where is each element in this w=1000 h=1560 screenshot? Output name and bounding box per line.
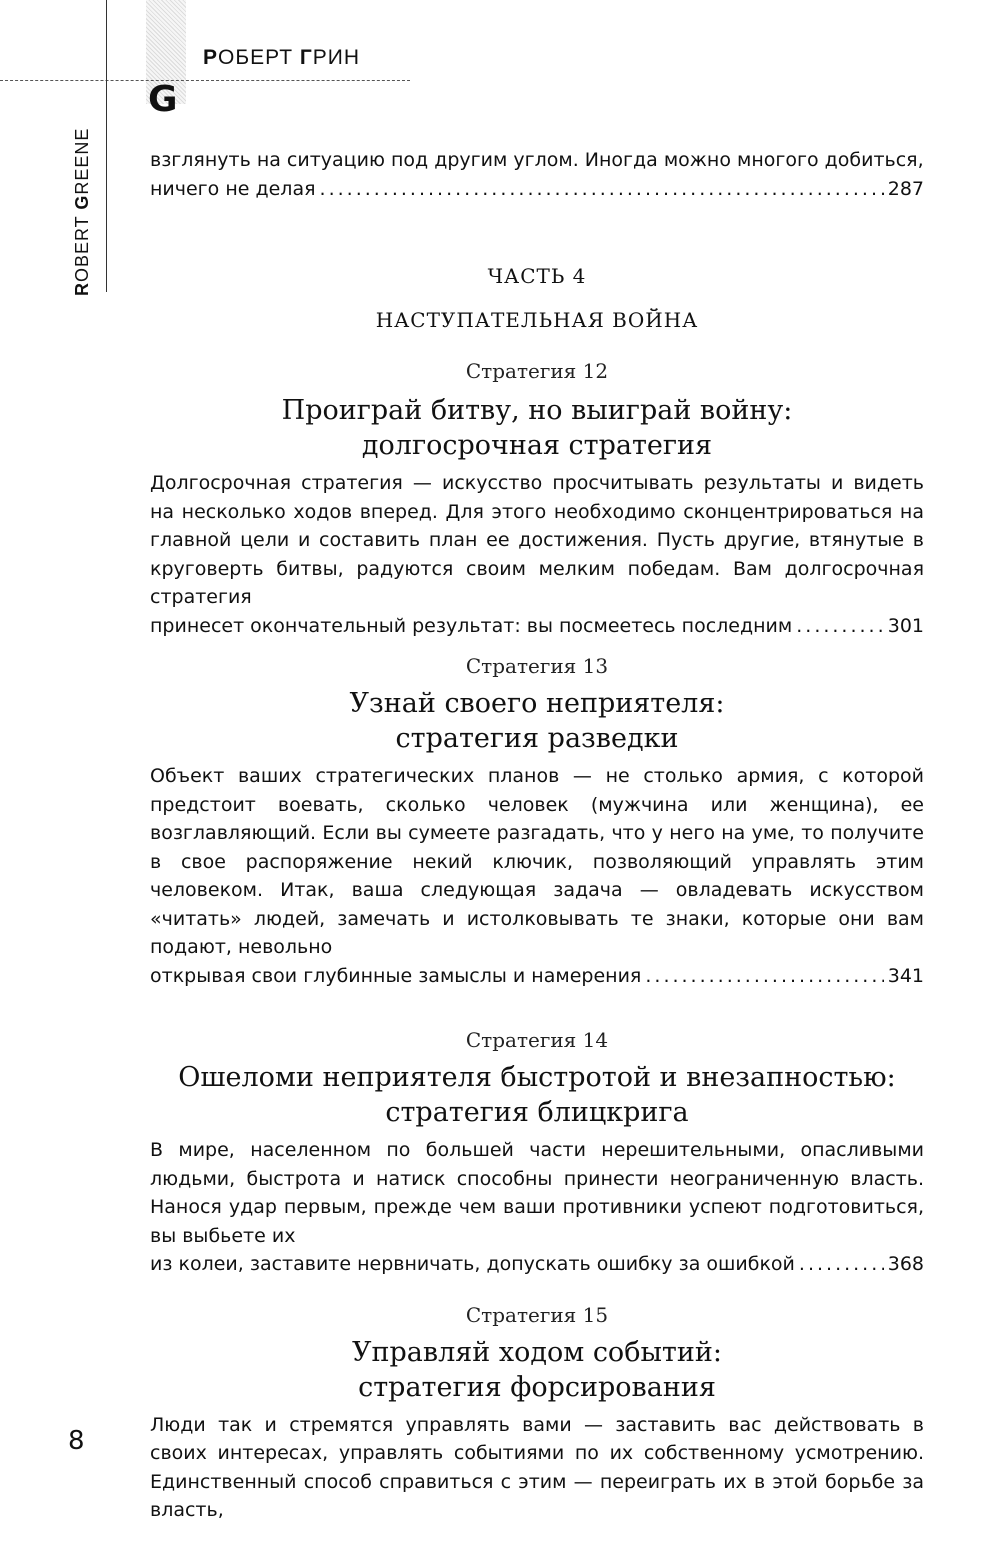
page-ref: 368 xyxy=(887,1253,924,1275)
entry-last-line: принесет окончательный результат: вы посмеетесь последним ..... 301 xyxy=(150,612,924,641)
entry-last-line: из колеи, заставите нервничать, допускать ошибку за ошибкой ..... 368 xyxy=(150,1250,924,1279)
strategy-description: Объект ваших стратегических планов — не столько армия, с которой предстоит воевать, сколько человек (мужчина или женщина), ее возглавляющий. Если вы сумеете разгадать, что у него на уме, то получите в свое распоряжение некий ключик, позволяющий управлять этим человеком. Итак, ваша следующая задача — овладевать искусством «читать» людей, замечать и истолковывать те знаки, которые они вам подают, невольно xyxy=(150,765,924,958)
strategy-label: Стратегия 12 xyxy=(465,359,609,383)
dot-leader xyxy=(645,962,883,991)
page-number: 8 xyxy=(68,1426,85,1456)
part-number: ЧАСТЬ 4 xyxy=(487,264,587,288)
page-ref: 287 xyxy=(887,177,924,200)
toc-entry-intro xyxy=(150,146,924,203)
strategy-label: Стратегия 13 xyxy=(465,654,609,678)
margin-rule xyxy=(106,0,107,292)
strategy-subtitle: долгосрочная стратегия xyxy=(361,430,713,461)
page-ref: 341 xyxy=(887,964,924,987)
toc-content xyxy=(150,146,924,1525)
strategy-description: Долгосрочная стратегия — искусство просчитывать результаты и видеть на несколько ходов вперед. Для этого необходимо сконцентрироваться на главной цели и составить план ее достижения. Пусть другие, втянутые в круговерть битвы, радуются своим мелким победам. Вам долгосрочная стратегия xyxy=(150,472,924,608)
header-rule xyxy=(0,80,410,81)
strategy-subtitle: стратегия форсирования xyxy=(358,1371,716,1403)
running-header-author: РОБЕРТ ГРИН xyxy=(203,46,361,69)
strategy-title: Ошеломи неприятеля быстротой и внезапностью: xyxy=(178,1062,896,1093)
strategy-label: Стратегия 14 xyxy=(465,1028,609,1052)
dot-leader xyxy=(320,175,884,204)
entry-text: взглянуть на ситуацию под другим углом. Иногда можно многого добиться, xyxy=(150,149,924,171)
dot-leader xyxy=(796,612,884,641)
page-ref: 301 xyxy=(887,614,924,637)
strategy-title: Узнай своего неприятеля: xyxy=(349,688,725,719)
strategy-title: Проиграй битву, но выиграй войну: xyxy=(281,395,793,426)
entry-last-line: открывая свои глубинные замыслы и намерения ..... 341 xyxy=(150,962,924,991)
g-logo-mark: G xyxy=(148,79,178,120)
strategy-description: В мире, населенном по большей части нерешительными, опасливыми людьми, быстрота и натиск способны принести неограниченную власть. Нанося удар первым, прежде чем ваши противники успеют подготовиться, вы выбьете их xyxy=(150,1139,924,1247)
part-title: НАСТУПАТЕЛЬНАЯ ВОЙНА xyxy=(375,308,699,332)
strategy-title: Управляй ходом событий: xyxy=(352,1336,722,1368)
strategy-subtitle: стратегия блицкрига xyxy=(385,1097,689,1128)
dot-leader xyxy=(799,1250,884,1279)
vertical-author-label: ROBERT GREENE xyxy=(72,127,92,296)
strategy-description: Люди так и стремятся управлять вами — заставить вас действовать в своих интересах, управлять событиями по их собственному усмотрению. Единственный способ справиться с этим — переиграть их в этой борьбе за власть, xyxy=(150,1413,924,1521)
strategy-subtitle: стратегия разведки xyxy=(395,723,679,754)
strategy-label: Стратегия 15 xyxy=(465,1302,609,1327)
entry-last-line: ничего не делая ..... 287 xyxy=(150,175,924,204)
